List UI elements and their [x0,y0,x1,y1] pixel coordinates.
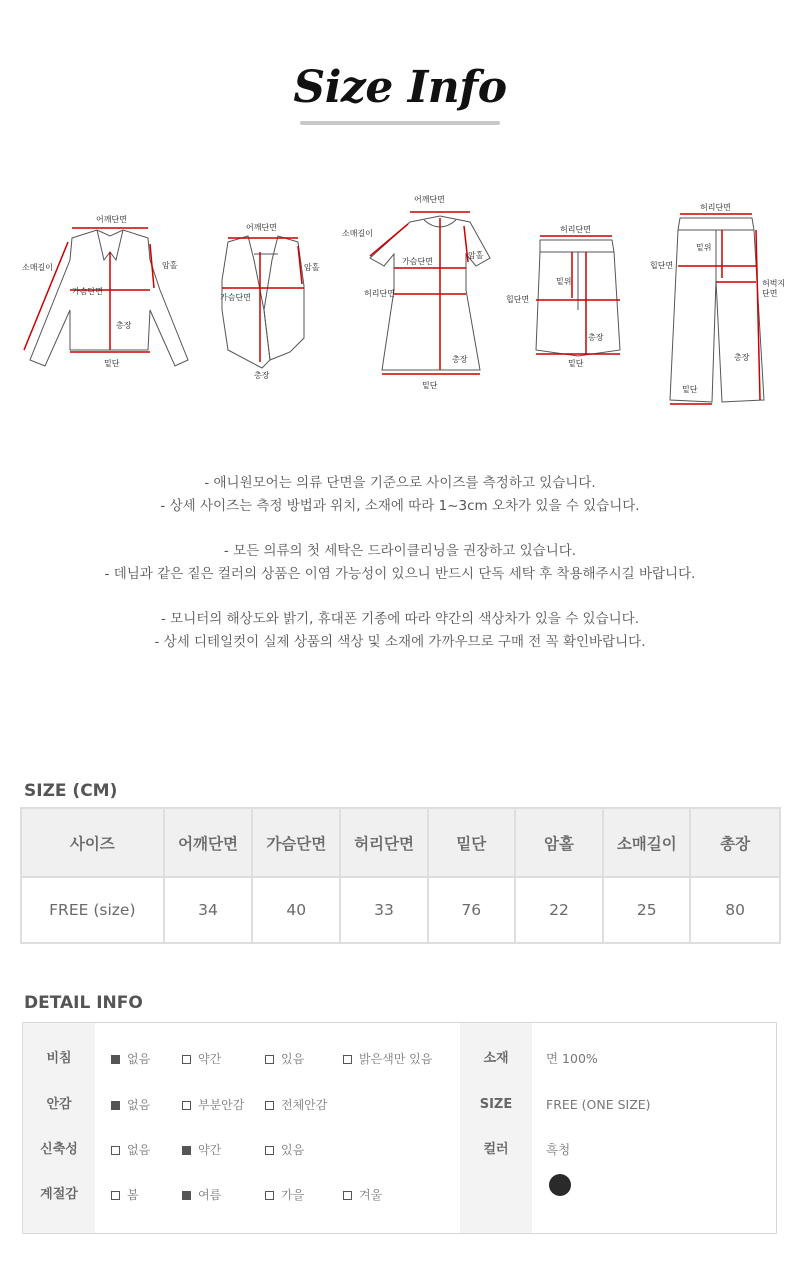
vest-chest-label: 가슴단면 [220,293,251,302]
checkbox-empty-icon [182,1055,191,1064]
skirt-hip-label: 힙단면 [506,295,530,304]
checkbox-empty-icon [265,1146,274,1155]
checkbox-checked-icon [182,1191,191,1200]
skirt-length-label: 총장 [588,333,604,342]
note-line: - 상세 사이즈는 측정 방법과 위치, 소재에 따라 1~3cm 오차가 있을 수 있습니다. [160,498,640,514]
pants-length-label: 총장 [734,353,750,362]
checkbox-empty-icon [265,1055,274,1064]
pants-thigh-label-1: 허벅지 [762,279,786,288]
page-title: Size Info [293,62,507,113]
pants-rise-label: 밑위 [696,243,712,252]
vest-illustration [222,236,304,368]
note-line: - 상세 디테일컷이 실제 상품의 색상 및 소재에 가까우므로 구매 전 꼭 확인바랍니다. [154,634,646,650]
size-cell: 33 [340,877,428,943]
dress-sleeve-label: 소매길이 [342,229,373,238]
pants-hip-label: 힙단면 [650,261,674,270]
dress-armhole-label: 암홀 [468,251,484,260]
option-checkbox: 부분안감 [182,1092,244,1118]
skirt-illustration [536,240,620,356]
detail-info-title: DETAIL INFO [24,993,143,1013]
color-swatch [549,1174,571,1196]
spec-value: 면 100% [546,1051,598,1066]
size-header-cell: 총장 [690,808,780,877]
dress-waist-label: 허리단면 [364,289,395,298]
checkbox-empty-icon [343,1191,352,1200]
size-info-header [0,62,800,113]
size-cell: 40 [252,877,340,943]
pants-waist-label: 허리단면 [700,203,731,212]
checkbox-empty-icon [343,1055,352,1064]
vest-shoulder-label: 어깨단면 [246,223,277,232]
vest-length-label: 총장 [254,371,270,380]
note-line: - 모니터의 해상도와 밝기, 휴대폰 기종에 따라 약간의 색상차가 있을 수 있습니다. [161,611,639,627]
jacket-length-label: 총장 [116,321,132,330]
jacket-chest-label: 가슴단면 [72,287,103,296]
jacket-illustration [30,230,188,366]
option-checkbox: 없음 [111,1092,150,1118]
detail-row-stretch [23,1137,778,1182]
detail-label: 안감 [46,1097,72,1112]
spec-label: 컬러 [483,1142,509,1157]
vest-armhole-label: 암홀 [304,263,320,272]
detail-row-transparency [23,1046,778,1091]
skirt-rise-label: 밑위 [556,277,572,286]
table-row [21,877,780,943]
size-cell: 22 [515,877,604,943]
note-line: - 데님과 같은 짙은 컬러의 상품은 이염 가능성이 있으니 반드시 단독 세탁 후 착용해주시길 바랍니다. [104,566,696,582]
option-checkbox: 가을 [265,1182,304,1208]
size-table-title: SIZE (CM) [24,781,118,801]
option-checkbox: 있음 [265,1137,304,1163]
size-header-cell: 암홀 [515,808,604,877]
option-checkbox: 봄 [111,1182,139,1208]
checkbox-empty-icon [265,1191,274,1200]
note-line: - 애니원모어는 의류 단면을 기준으로 사이즈를 측정하고 있습니다. [204,475,596,491]
option-checkbox: 겨울 [343,1182,382,1208]
checkbox-checked-icon [111,1055,120,1064]
dress-shoulder-label: 어깨단면 [414,195,445,204]
size-header-cell: 어깨단면 [164,808,253,877]
dress-chest-label: 가슴단면 [402,257,433,266]
checkbox-empty-icon [111,1146,120,1155]
jacket-shoulder-label: 어깨단면 [96,215,127,224]
option-checkbox: 없음 [111,1137,150,1163]
option-checkbox: 전체안감 [265,1092,327,1118]
size-header-cell: 사이즈 [21,808,164,877]
option-checkbox: 없음 [111,1046,150,1072]
detail-label: 계절감 [40,1187,78,1202]
skirt-hem-label: 밑단 [568,359,584,368]
size-header-cell: 허리단면 [340,808,428,877]
pants-illustration [670,218,764,402]
size-cell: 25 [603,877,690,943]
spec-label: SIZE [479,1097,513,1112]
dress-hem-label: 밑단 [422,381,438,390]
dress-length-label: 총장 [452,355,468,364]
detail-row-lining [23,1092,778,1137]
pants-hem-label: 밑단 [682,385,698,394]
size-cell: FREE (size) [21,877,164,943]
option-checkbox: 밝은색만 있음 [343,1046,432,1072]
option-checkbox: 약간 [182,1046,221,1072]
spec-value: FREE (ONE SIZE) [546,1097,651,1112]
jacket-sleeve-label: 소매길이 [22,263,53,272]
size-table [20,807,781,944]
pants-thigh-label-2: 단면 [762,289,778,298]
skirt-waist-label: 허리단면 [560,225,591,234]
size-table-header-row [21,808,780,877]
size-header-cell: 소매길이 [603,808,690,877]
measurement-illustrations [0,190,800,410]
checkbox-checked-icon [182,1146,191,1155]
garment-diagrams [0,190,800,410]
option-checkbox: 여름 [182,1182,221,1208]
size-cell: 76 [428,877,515,943]
title-underline [300,121,500,125]
size-cell: 34 [164,877,253,943]
checkbox-empty-icon [111,1191,120,1200]
jacket-armhole-label: 암홀 [162,261,178,270]
detail-info-panel [22,1022,777,1234]
note-line: - 모든 의류의 첫 세탁은 드라이클리닝을 권장하고 있습니다. [223,543,577,559]
checkbox-empty-icon [265,1101,274,1110]
spec-value: 흑청 [546,1142,571,1157]
detail-label: 신축성 [40,1142,78,1157]
detail-row-season [23,1182,778,1227]
jacket-hem-label: 밑단 [104,359,120,368]
checkbox-checked-icon [111,1101,120,1110]
size-header-cell: 가슴단면 [252,808,340,877]
option-checkbox: 있음 [265,1046,304,1072]
option-checkbox: 약간 [182,1137,221,1163]
size-cell: 80 [690,877,780,943]
size-notes [0,472,800,654]
spec-label: 소재 [483,1051,509,1066]
checkbox-empty-icon [182,1101,191,1110]
size-header-cell: 밑단 [428,808,515,877]
detail-label: 비침 [46,1051,72,1066]
